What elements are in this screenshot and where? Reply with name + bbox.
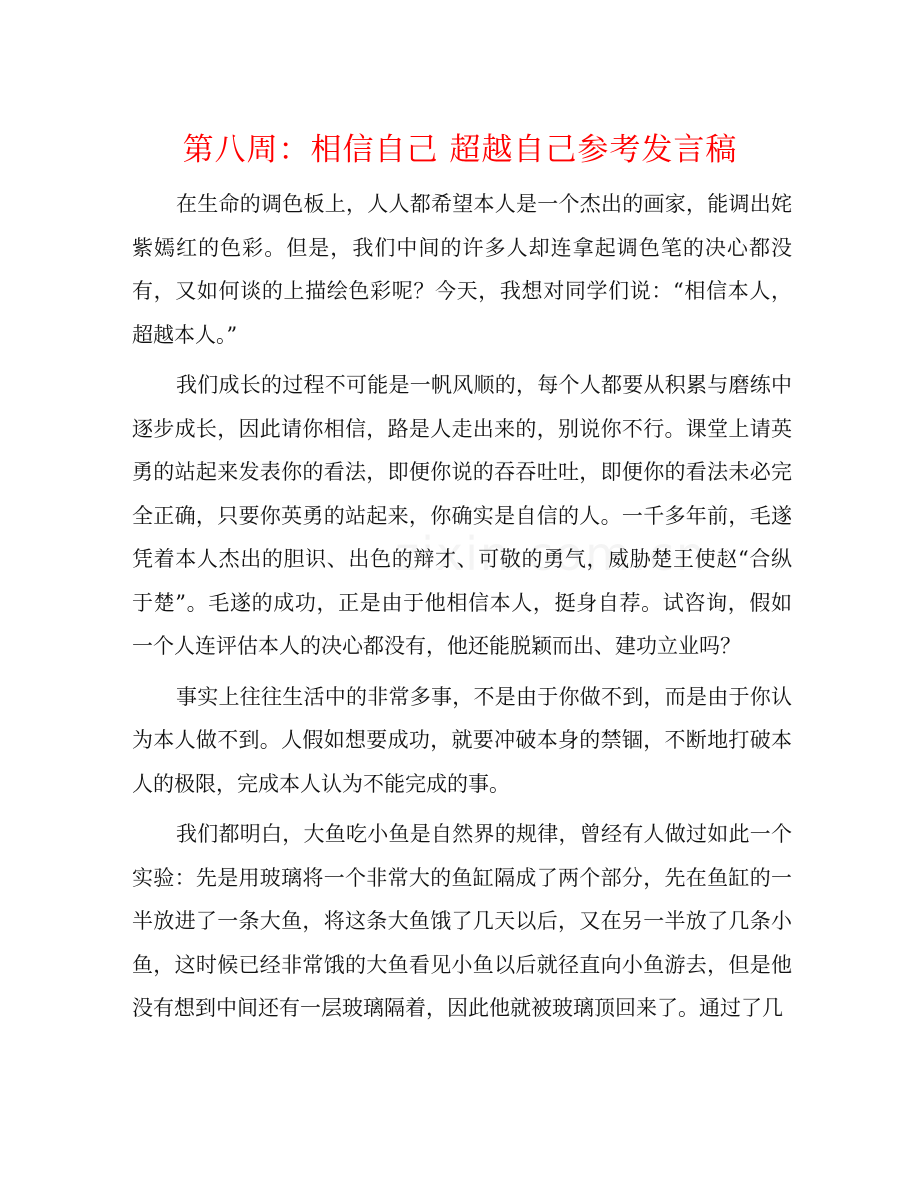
paragraph-1: 在生命的调色板上，人人都希望本人是一个杰出的画家，能调出姹紫嫣红的色彩。但是，我们中间的许多人却连拿起调色笔的决心都没有，又如何谈的上描绘色彩呢？今天，我想对同学们说：“相信本人，超越本人。” <box>132 192 792 347</box>
document-title: 第八周：相信自己 超越自己参考发言稿 <box>182 132 738 168</box>
paragraph-4: 我们都明白，大鱼吃小鱼是自然界的规律，曾经有人做过如此一个实验：先是用玻璃将一个非常大的鱼缸隔成了两个部分，先在鱼缸的一半放进了一条大鱼，将这条大鱼饿了几天以后，又在另一半放了几条小鱼，这时候已经非常饿的大鱼看见小鱼以后就径直向小鱼游去，但是他没有想到中间还有一层玻璃隔着，因此他就被玻璃顶回来了。通过了几 <box>132 822 792 1020</box>
paragraph-3: 事实上往往生活中的非常多事，不是由于你做不到，而是由于你认为本人做不到。人假如想要成功，就要冲破本身的禁锢，不断地打破本人的极限，完成本人认为不能完成的事。 <box>132 684 792 796</box>
paragraph-2: 我们成长的过程不可能是一帆风顺的，每个人都要从积累与磨练中逐步成长，因此请你相信，路是人走出来的，别说你不行。课堂上请英勇的站起来发表你的看法，即便你说的吞吞吐吐，即便你的看法未必完全正确，只要你英勇的站起来，你确实是自信的人。一千多年前，毛遂凭着本人杰出的胆识、出色的辩才、可敬的勇气，威胁楚王使赵“合纵于楚”。毛遂的成功，正是由于他相信本人，挺身自荐。试咨询，假如一个人连评估本人的决心都没有，他还能脱颖而出、建功立业吗？ <box>132 373 792 658</box>
document-body <box>132 183 792 1038</box>
